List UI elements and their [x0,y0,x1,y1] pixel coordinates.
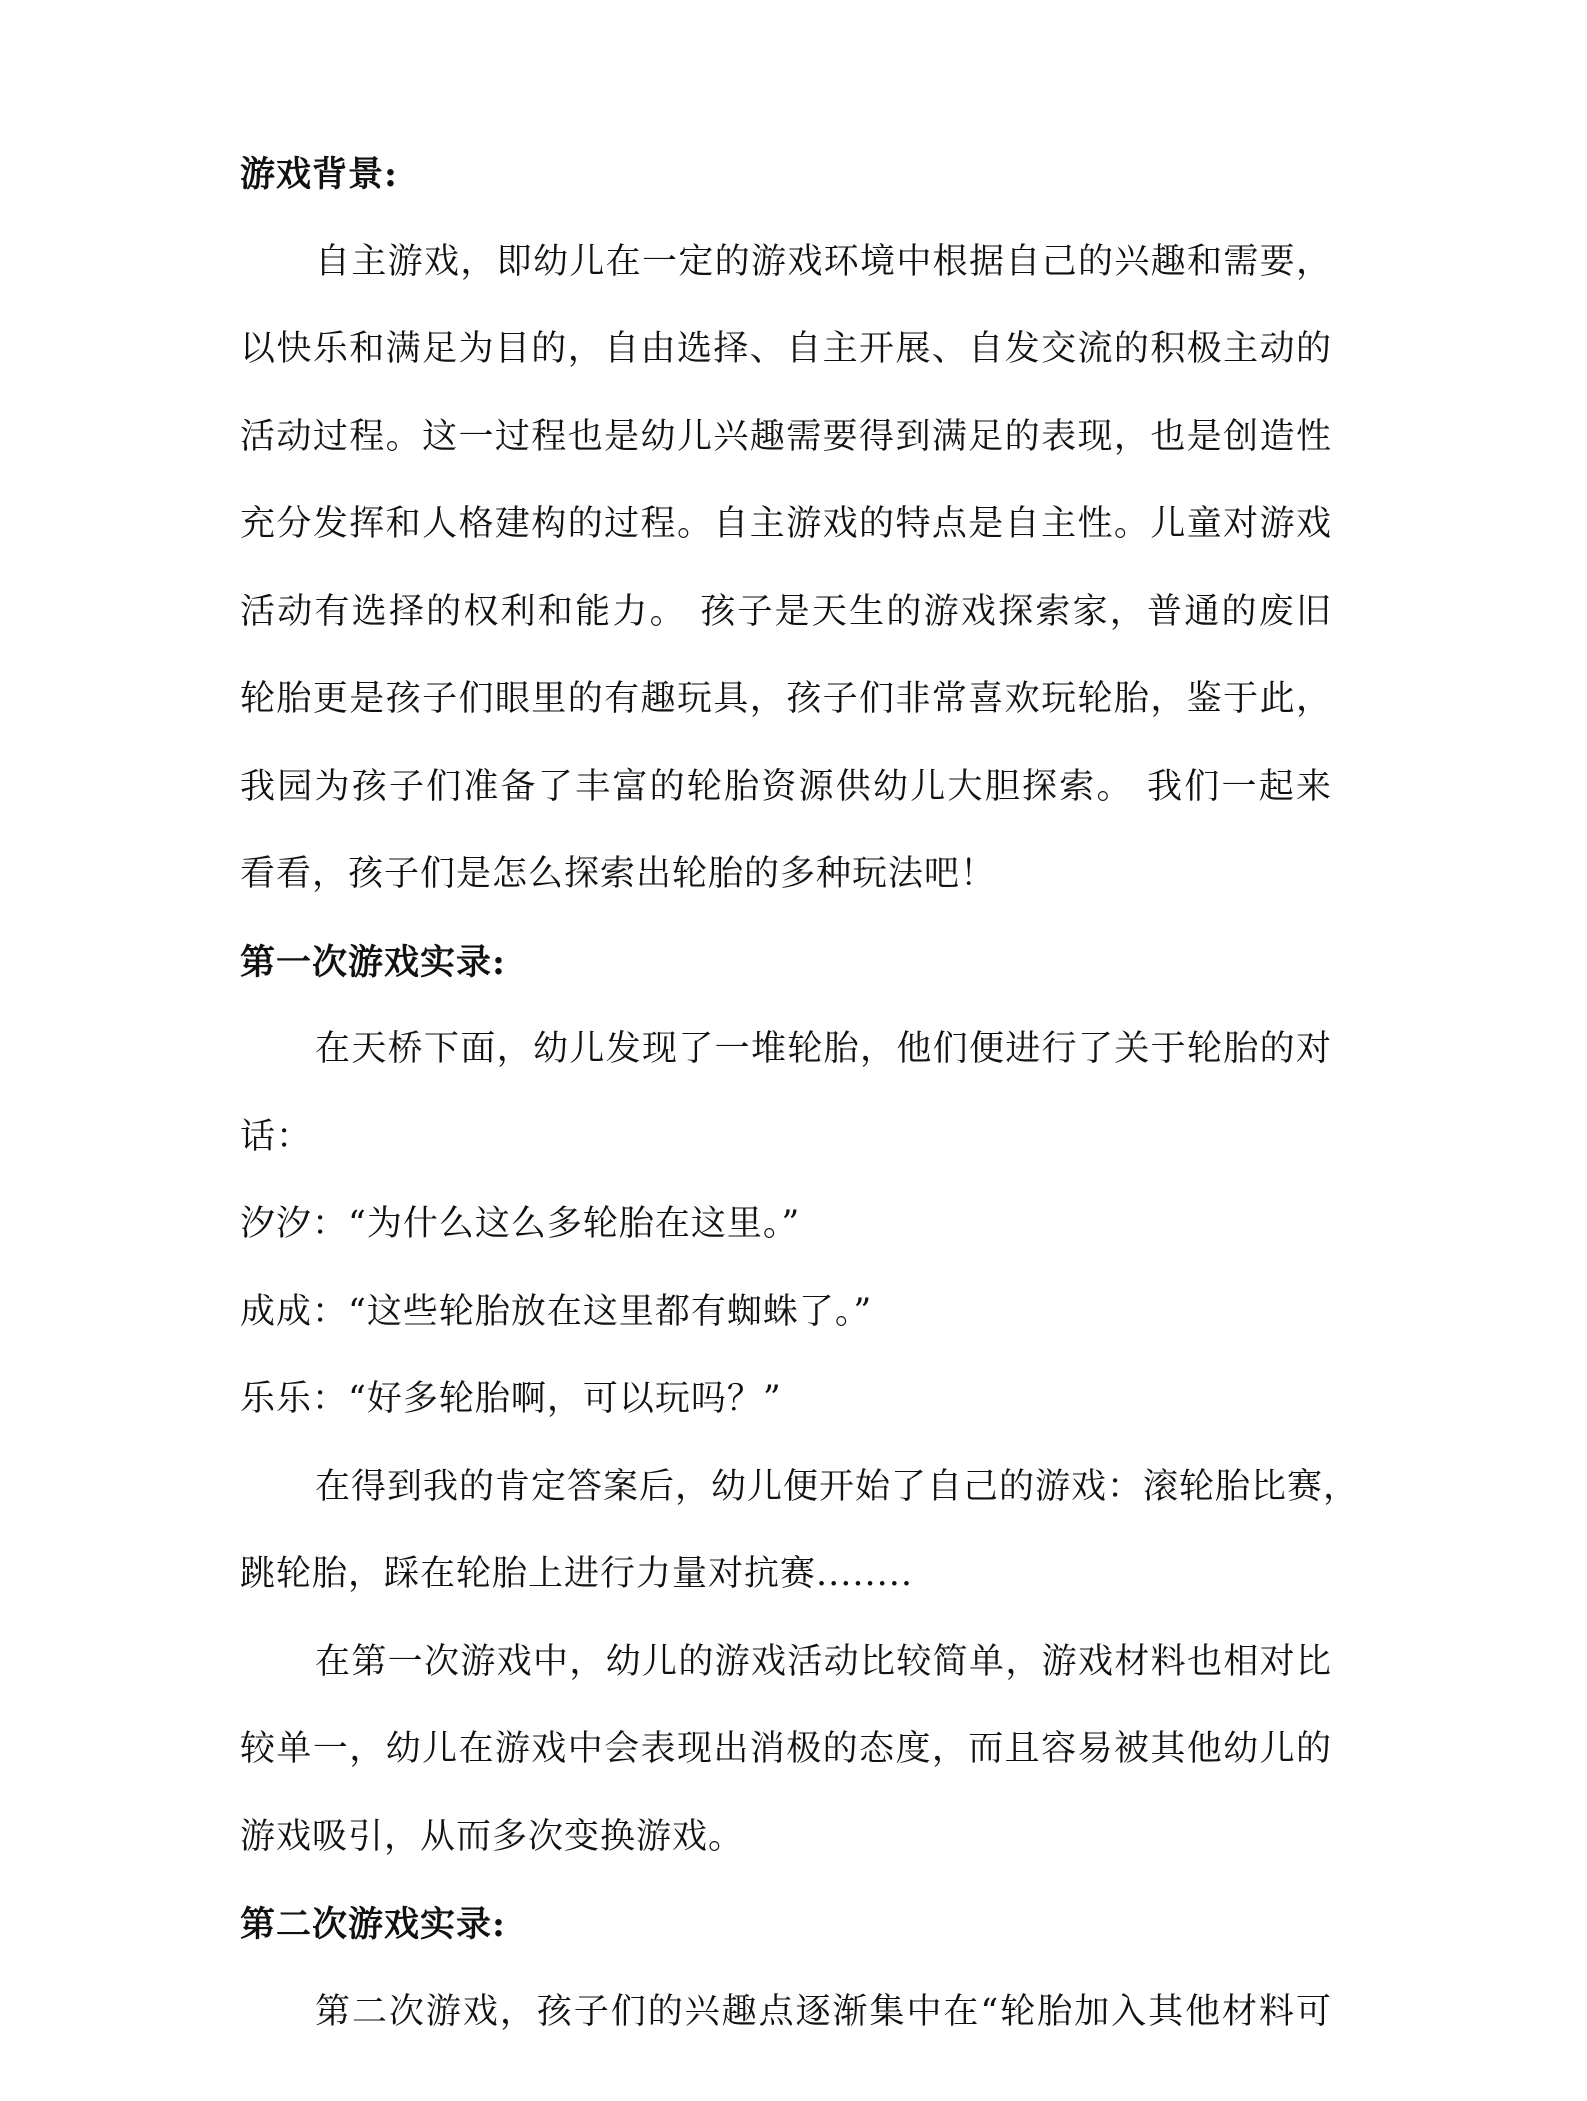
document-page [240,131,1360,2056]
paragraph-line: 自主游戏，即幼儿在一定的游戏环境中根据自己的兴趣和需要， [315,241,1332,282]
section-heading-first-record: 第一次游戏实录: [240,941,506,983]
paragraph-line: 跳轮胎，踩在轮胎上进行力量对抗赛........ [240,1554,914,1594]
dialogue-line: 乐乐：“好多轮胎啊，可以玩吗？” [240,1379,782,1419]
paragraph-line: 话： [240,1116,313,1157]
section-heading-second-record: 第二次游戏实录: [240,1904,506,1945]
paragraph-line: 充分发挥和人格建构的过程。自主游戏的特点是自主性。儿童对游戏 [240,504,1332,544]
section-heading-background: 游戏背景: [240,154,398,195]
paragraph-line: 活动过程。这一过程也是幼儿兴趣需要得到满足的表现，也是创造性 [240,416,1332,457]
paragraph-line: 看看，孩子们是怎么探索出轮胎的多种玩法吧！ [240,854,997,894]
paragraph-line: 游戏吸引，从而多次变换游戏。 [240,1816,745,1857]
paragraph-line: 第二次游戏，孩子们的兴趣点逐渐集中在“轮胎加入其他材料可 [315,1991,1332,2032]
paragraph-line: 以快乐和满足为目的，自由选择、自主开展、自发交流的积极主动的 [240,329,1332,369]
paragraph-line: 较单一，幼儿在游戏中会表现出消极的态度，而且容易被其他幼儿的 [240,1729,1332,1769]
paragraph-line: 轮胎更是孩子们眼里的有趣玩具，孩子们非常喜欢玩轮胎，鉴于此， [240,679,1332,719]
dialogue-line: 成成：“这些轮胎放在这里都有蜘蛛了。” [240,1291,873,1332]
paragraph-line: 在第一次游戏中，幼儿的游戏活动比较简单，游戏材料也相对比 [315,1641,1332,1682]
paragraph-line: 在得到我的肯定答案后，幼儿便开始了自己的游戏：滚轮胎比赛， [315,1466,1360,1507]
paragraph-line: 我园为孩子们准备了丰富的轮胎资源供幼儿大胆探索。 我们一起来 [240,766,1332,807]
paragraph-line: 活动有选择的权利和能力。 孩子是天生的游戏探索家，普通的废旧 [240,591,1332,632]
dialogue-line: 汐汐：“为什么这么多轮胎在这里。” [240,1204,801,1244]
paragraph-line: 在天桥下面，幼儿发现了一堆轮胎，他们便进行了关于轮胎的对 [315,1029,1332,1069]
